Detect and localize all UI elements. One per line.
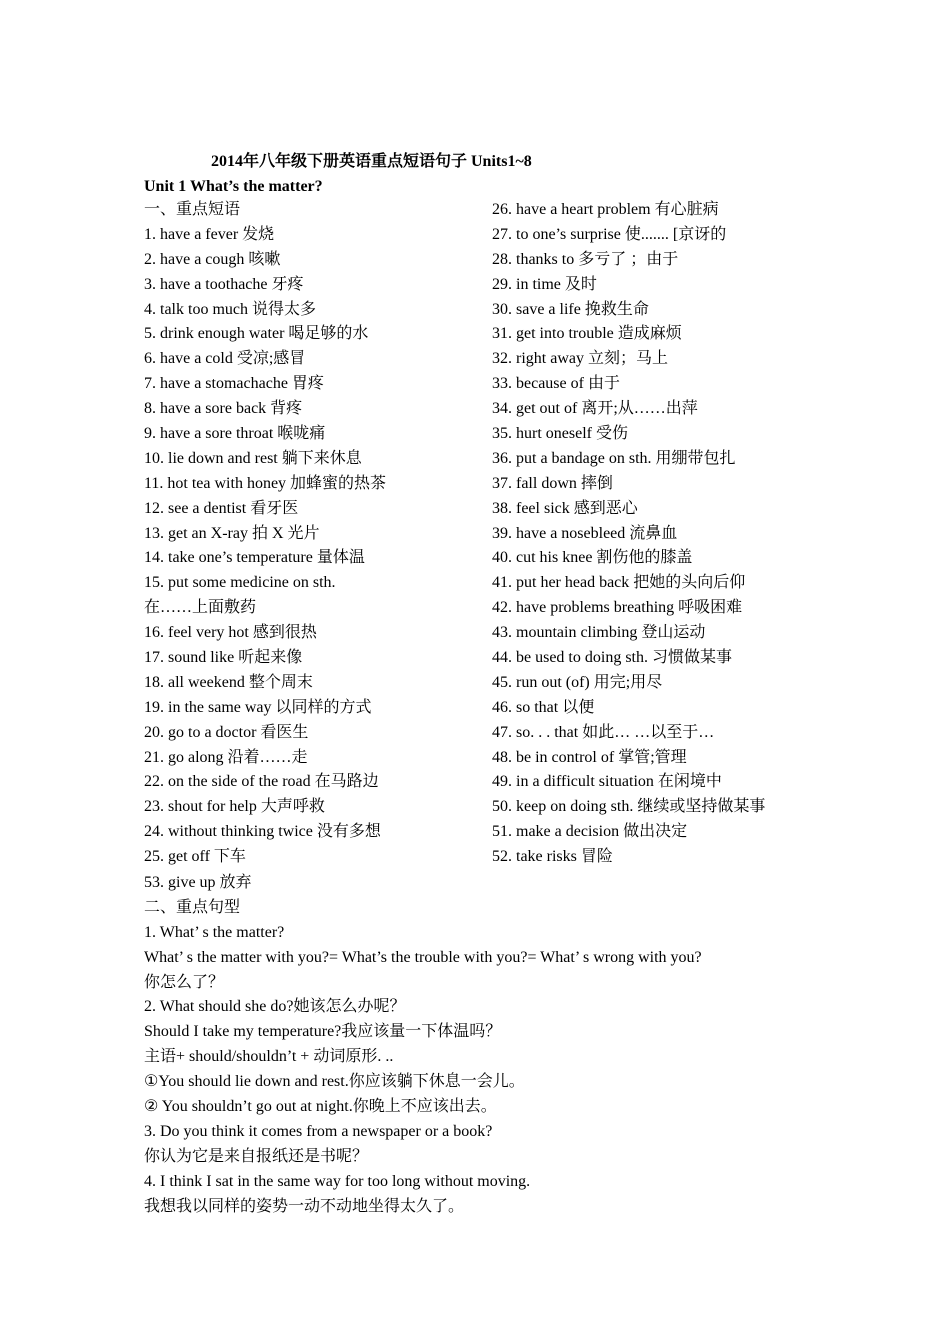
phrase-line: 7. have a stomachache 胃疼	[144, 375, 324, 393]
phrase-line: 9. have a sore throat 喉咙痛	[144, 425, 326, 443]
phrase-line: 38. feel sick 感到恶心	[492, 499, 638, 517]
phrase-line: 32. right away 立刻；马上	[492, 350, 668, 368]
phrase-line: 53. give up 放弃	[144, 874, 252, 891]
document-title: 2014年八年级下册英语重点短语句子 Units1~8	[211, 153, 532, 170]
sentence-line: 2. What should she do?她该怎么办呢？	[144, 998, 406, 1016]
phrase-line: 51. make a decision 做出决定	[492, 823, 688, 841]
phrase-line: 19. in the same way 以同样的方式	[144, 698, 372, 716]
phrase-line: 14. take one’s temperature 量体温	[144, 549, 365, 567]
sentence-line: 1. What’ s the matter?	[144, 923, 285, 941]
sentence-line: What’ s the matter with you?= What’s the trouble with you?= What’ s wrong with you?	[144, 948, 702, 966]
phrase-line: 10. lie down and rest 躺下来休息	[144, 449, 362, 467]
sentence-line: Should I take my temperature?我应该量一下体温吗？	[144, 1023, 502, 1041]
sentence-line: 我想我以同样的姿势一动不动地坐得太久了。	[144, 1197, 465, 1215]
phrase-line: 47. so. . . that 如此… …以至于…	[492, 723, 715, 741]
phrase-line: 40. cut his knee 割伤他的膝盖	[492, 549, 693, 567]
phrase-line: 2. have a cough 咳嗽	[144, 250, 281, 268]
phrase-line: 37. fall down 摔倒	[492, 474, 613, 492]
phrase-line: 39. have a nosebleed 流鼻血	[492, 524, 678, 542]
phrase-line: 48. be in control of 掌管;管理	[492, 748, 687, 766]
section-heading-phrases: 一、重点短语	[144, 201, 241, 218]
phrase-line: 43. mountain climbing 登山运动	[492, 624, 706, 642]
phrase-line: 5. drink enough water 喝足够的水	[144, 325, 369, 343]
sentence-line: ② You shouldn’t go out at night.你晚上不应该出去。	[144, 1098, 497, 1116]
phrase-line: 23. shout for help 大声呼救	[144, 798, 325, 816]
sentence-line: 主语+ should/shouldn’t + 动词原形. ..	[144, 1048, 394, 1066]
phrase-line: 15. put some medicine on sth.	[144, 574, 336, 592]
sentence-line: 你怎么了？	[144, 973, 225, 991]
unit-heading: Unit 1 What’s the matter?	[144, 178, 323, 195]
phrase-line: 21. go along 沿着……走	[144, 748, 308, 766]
phrase-line: 8. have a sore back 背疼	[144, 400, 303, 418]
phrase-line: 42. have problems breathing 呼吸困难	[492, 599, 743, 617]
phrase-line: 33. because of 由于	[492, 375, 620, 393]
sentence-line: 3. Do you think it comes from a newspaper or a book?	[144, 1122, 493, 1140]
phrase-line: 22. on the side of the road 在马路边	[144, 773, 379, 791]
phrase-line: 26. have a heart problem 有心脏病	[492, 201, 719, 218]
sentence-line: ①You should lie down and rest.你应该躺下休息一会儿。	[144, 1073, 525, 1091]
phrase-line: 29. in time 及时	[492, 275, 597, 293]
phrase-line: 50. keep on doing sth. 继续或坚持做某事	[492, 798, 766, 816]
sentence-line: 你认为它是来自报纸还是书呢？	[144, 1147, 369, 1165]
phrase-line: 27. to one’s surprise 使....... [京讶的	[492, 225, 727, 243]
right-phrase-column	[492, 198, 765, 870]
phrase-line: 11. hot tea with honey 加蜂蜜的热茶	[144, 474, 387, 492]
phrase-line: 30. save a life 挽救生命	[492, 300, 649, 318]
phrase-line: 3. have a toothache 牙疼	[144, 275, 304, 293]
phrase-line: 41. put her head back 把她的头向后仰	[492, 574, 746, 592]
phrase-line: 17. sound like 听起来像	[144, 649, 303, 667]
phrase-line: 16. feel very hot 感到很热	[144, 624, 317, 642]
phrase-line: 52. take risks 冒险	[492, 848, 613, 866]
phrase-line: 12. see a dentist 看牙医	[144, 499, 299, 517]
phrase-line: 49. in a difficult situation 在闲境中	[492, 773, 722, 791]
left-phrase-column	[144, 198, 386, 870]
phrase-line: 18. all weekend 整个周末	[144, 673, 313, 691]
phrase-line: 4. talk too much 说得太多	[144, 300, 316, 318]
sentence-line: 4. I think I sat in the same way for too long without moving.	[144, 1172, 531, 1190]
phrase-line: 44. be used to doing sth. 习惯做某事	[492, 649, 732, 667]
phrase-line: 6. have a cold 受凉;感冒	[144, 350, 306, 368]
phrase-line: 45. run out (of) 用完;用尽	[492, 673, 663, 691]
phrase-line: 46. so that 以便	[492, 698, 595, 716]
phrase-line: 24. without thinking twice 没有多想	[144, 823, 381, 841]
phrase-line: 13. get an X-ray 拍 X 光片	[144, 524, 320, 542]
phrase-line: 31. get into trouble 造成麻烦	[492, 325, 682, 343]
section-heading-sentences: 二、重点句型	[144, 898, 241, 916]
phrase-line: 35. hurt oneself 受伤	[492, 425, 628, 443]
phrase-line: 在……上面敷药	[144, 599, 257, 617]
phrase-line: 25. get off 下车	[144, 848, 246, 866]
sentence-section	[144, 871, 702, 1219]
phrase-line: 20. go to a doctor 看医生	[144, 723, 309, 741]
phrase-line: 36. put a bandage on sth. 用绷带包扎	[492, 449, 736, 467]
phrase-line: 34. get out of 离开;从……出萍	[492, 400, 698, 418]
phrase-line: 1. have a fever 发烧	[144, 225, 275, 243]
phrase-line: 28. thanks to 多亏了 ；由于	[492, 250, 679, 268]
